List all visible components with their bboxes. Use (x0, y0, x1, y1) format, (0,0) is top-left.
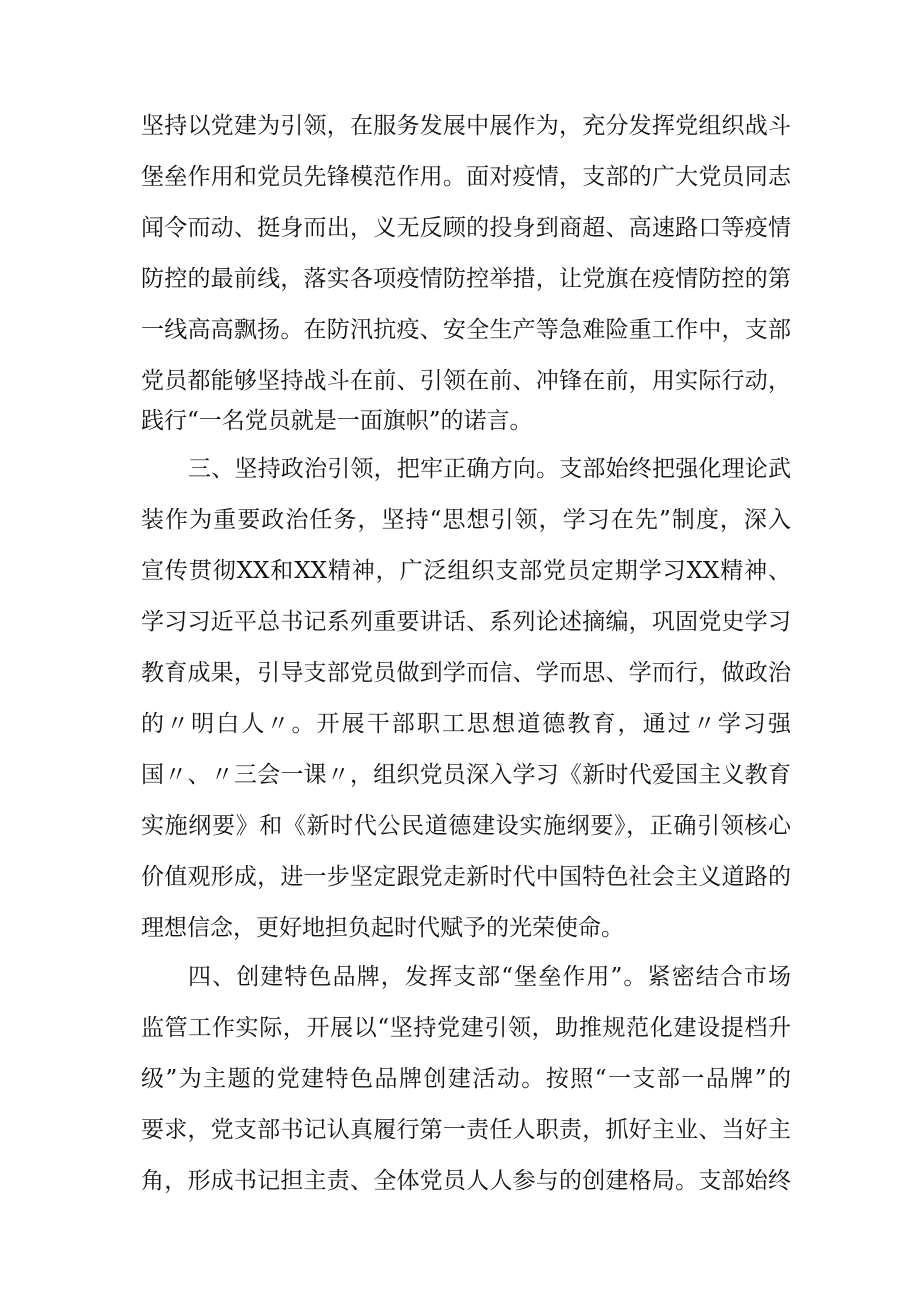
paragraph-1-line-4: 防控的最前线，落实各项疫情防控举措，让党旗在疫情防控的第 (141, 266, 791, 292)
paragraph-1-line-2: 堡垒作用和党员先锋模范作用。面对疫情，支部的广大党员同志 (141, 164, 791, 190)
paragraph-2-line-9: 价值观形成，进一步坚定跟党走新时代中国特色社会主义道路的 (141, 864, 791, 890)
paragraph-3-line-1: 四、创建特色品牌，发挥支部“堡垒作用”。紧密结合市场 (188, 964, 791, 990)
paragraph-2-line-5: 教育成果，引导支部党员做到学而信、学而思、学而行，做政治 (141, 660, 791, 686)
paragraph-2-line-8: 实施纲要》和《新时代公民道德建设实施纲要》，正确引领核心 (141, 813, 791, 839)
paragraph-1-line-7: 践行“一名党员就是一面旗帜”的诺言。 (141, 408, 533, 434)
paragraph-2-line-2: 装作为重要政治任务，坚持“思想引领，学习在先”制度，深入 (141, 507, 791, 533)
paragraph-1-line-1: 坚持以党建为引领，在服务发展中展作为，充分发挥党组织战斗 (141, 113, 791, 139)
paragraph-2-line-7: 国〃、〃三会一课〃，组织党员深入学习《新时代爱国主义教育 (141, 762, 791, 788)
paragraph-2-line-4: 学习习近平总书记系列重要讲话、系列论述摘编，巩固党史学习 (141, 609, 791, 635)
paragraph-3-line-3: 级”为主题的党建特色品牌创建活动。按照“一支部一品牌”的 (141, 1066, 791, 1092)
paragraph-1-line-6: 党员都能够坚持战斗在前、引领在前、冲锋在前，用实际行动， (141, 368, 791, 394)
paragraph-3-line-4: 要求，党支部书记认真履行第一责任人职责，抓好主业、当好主 (141, 1117, 791, 1143)
paragraph-2-line-10: 理想信念，更好地担负起时代赋予的光荣使命。 (141, 915, 624, 941)
paragraph-2-line-6: 的〃明白人〃。开展干部职工思想道德教育，通过〃学习强 (141, 711, 791, 737)
paragraph-3-line-5: 角，形成书记担主责、全体党员人人参与的创建格局。支部始终 (141, 1168, 791, 1194)
paragraph-3-line-2: 监管工作实际，开展以“坚持党建引领，助推规范化建设提档升 (141, 1015, 791, 1041)
paragraph-2-line-1: 三、坚持政治引领，把牢正确方向。支部始终把强化理论武 (188, 456, 791, 482)
paragraph-1-line-3: 闻令而动、挺身而出，义无反顾的投身到商超、高速路口等疫情 (141, 215, 791, 241)
paragraph-2-line-3: 宣传贯彻XX和XX精神，广泛组织支部党员定期学习XX精神、 (141, 558, 791, 584)
paragraph-1-line-5: 一线高高飘扬。在防汛抗疫、安全生产等急难险重工作中，支部 (141, 317, 791, 343)
